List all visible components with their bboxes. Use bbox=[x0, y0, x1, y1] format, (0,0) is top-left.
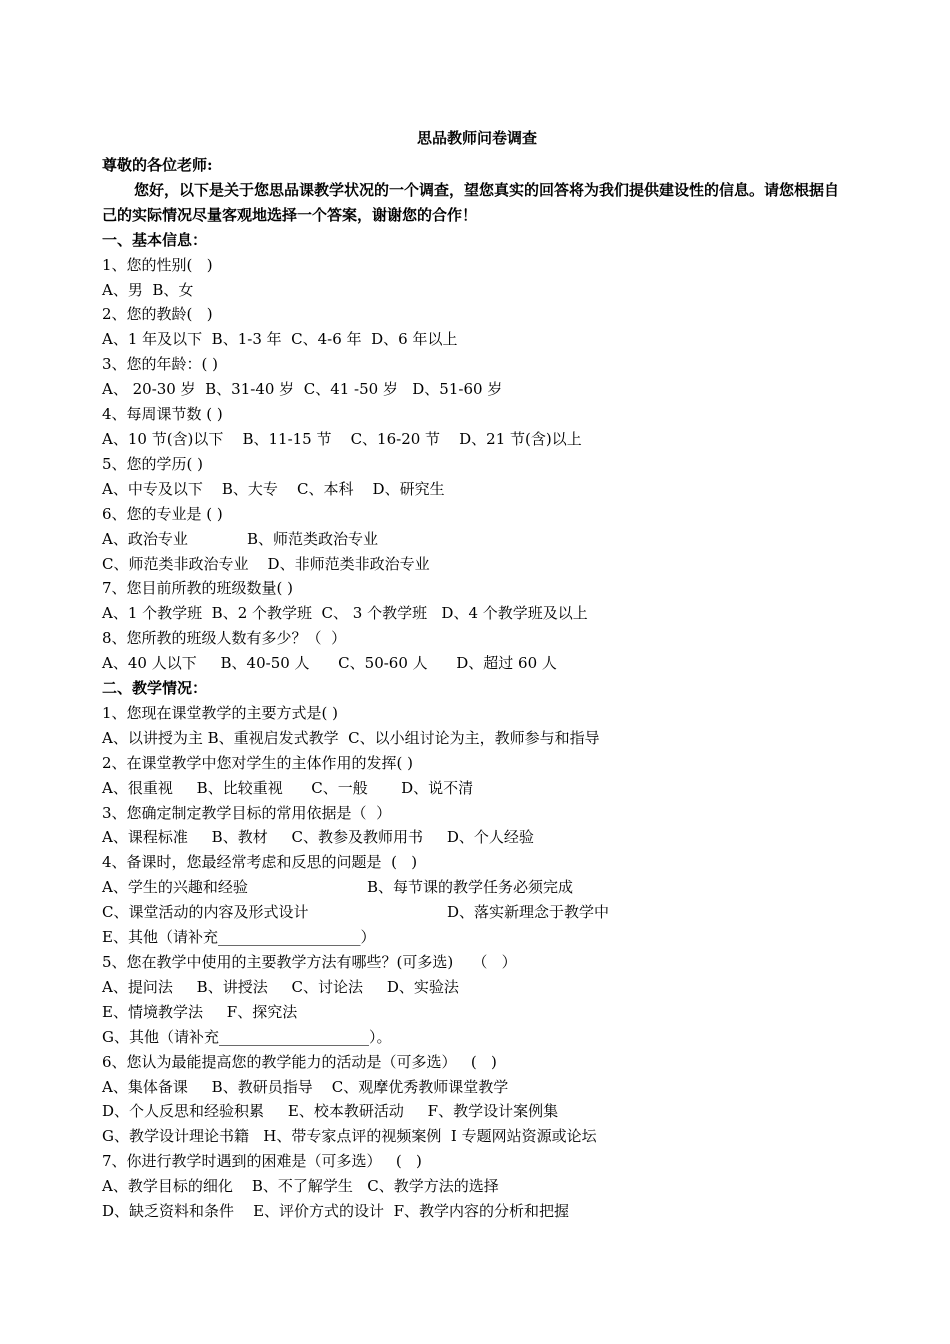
option-b: B、师范类政治专业 bbox=[247, 529, 379, 548]
option-line: A、40 人以下 B、40-50 人 C、50-60 人 D、超过 60 人 bbox=[102, 654, 557, 673]
question-line: 1、您的性别( ) bbox=[102, 255, 213, 274]
option-line: A、10 节(含)以下 B、11-15 节 C、16-20 节 D、21 节(含)以上 bbox=[102, 429, 582, 448]
option-line: G、教学设计理论书籍 H、带专家点评的视频案例 I 专题网站资源或论坛 bbox=[102, 1127, 597, 1146]
question-line: 7、你进行教学时遇到的困难是（可多选） ( ) bbox=[102, 1152, 422, 1171]
question-line: 3、您的年龄：( ) bbox=[102, 355, 219, 374]
document-page bbox=[102, 127, 852, 1224]
option-row bbox=[102, 900, 852, 925]
question-line: 7、您目前所教的班级数量( ) bbox=[102, 579, 294, 598]
option-line: E、其他（请补充___________________） bbox=[102, 928, 376, 947]
question-line: 1、您现在课堂教学的主要方式是( ) bbox=[102, 703, 339, 722]
option-line: A、课程标准 B、教材 C、教参及教师用书 D、个人经验 bbox=[102, 828, 534, 847]
question-line: 2、在课堂教学中您对学生的主体作用的发挥( ) bbox=[102, 753, 414, 772]
option-line: A、教学目标的细化 B、不了解学生 C、教学方法的选择 bbox=[102, 1177, 499, 1196]
option-row bbox=[102, 527, 852, 552]
option-line: A、1 个教学班 B、2 个教学班 C、 3 个教学班 D、4 个教学班及以上 bbox=[102, 604, 588, 623]
option-line: A、1 年及以下 B、1-3 年 C、4-6 年 D、6 年以上 bbox=[102, 330, 458, 349]
greeting: 尊敬的各位老师: bbox=[102, 156, 213, 174]
section-heading-teaching: 二、教学情况： bbox=[102, 679, 208, 698]
option-line: A、 20-30 岁 B、31-40 岁 C、41 -50 岁 D、51-60 岁 bbox=[102, 380, 503, 399]
question-line: 6、您认为最能提高您的教学能力的活动是（可多选） ( ) bbox=[102, 1052, 497, 1071]
question-line: 8、您所教的班级人数有多少？（ ） bbox=[102, 629, 347, 648]
intro-paragraph: 您好，以下是关于您思品课教学状况的一个调查，望您真实的回答将为我们提供建设性的信息。请您根据自己的实际情况尽量客观地选择一个答案，谢谢您的合作！ bbox=[102, 180, 840, 224]
option-line: C、师范类非政治专业 D、非师范类非政治专业 bbox=[102, 554, 430, 573]
option-a: A、政治专业 bbox=[102, 529, 188, 548]
option-b: B、每节课的教学任务必须完成 bbox=[367, 878, 574, 897]
question-line: 4、备课时，您最经常考虑和反思的问题是 ( ) bbox=[102, 853, 418, 872]
option-line: A、集体备课 B、教研员指导 C、观摩优秀教师课堂教学 bbox=[102, 1077, 509, 1096]
option-line: A、以讲授为主 B、重视启发式教学 C、以小组讨论为主，教师参与和指导 bbox=[102, 728, 600, 747]
question-line: 5、您的学历( ) bbox=[102, 454, 204, 473]
question-line: 5、您在教学中使用的主要教学方法有哪些？(可多选) （ ） bbox=[102, 953, 517, 971]
option-c: C、课堂活动的内容及形式设计 bbox=[102, 903, 309, 922]
section-heading-basic-info: 一、基本信息： bbox=[102, 230, 208, 249]
option-line: D、缺乏资料和条件 E、评价方式的设计 F、教学内容的分析和把握 bbox=[102, 1202, 569, 1221]
option-row bbox=[102, 875, 852, 900]
option-line: E、情境教学法 F、探究法 bbox=[102, 1002, 298, 1021]
option-line: A、提问法 B、讲授法 C、讨论法 D、实验法 bbox=[102, 977, 459, 996]
option-line: D、个人反思和经验积累 E、校本教研活动 F、教学设计案例集 bbox=[102, 1102, 559, 1121]
option-line: G、其他（请补充____________________）。 bbox=[102, 1027, 392, 1046]
option-line: A、男 B、女 bbox=[102, 280, 194, 299]
question-line: 4、每周课节数 ( ) bbox=[102, 405, 223, 424]
option-line: A、很重视 B、比较重视 C、一般 D、说不清 bbox=[102, 778, 474, 797]
question-line: 2、您的教龄( ) bbox=[102, 305, 213, 324]
option-line: A、中专及以下 B、大专 C、本科 D、研究生 bbox=[102, 479, 445, 498]
question-line: 6、您的专业是 ( ) bbox=[102, 504, 223, 523]
option-a: A、学生的兴趣和经验 bbox=[102, 878, 248, 897]
question-line: 3、您确定制定教学目标的常用依据是（ ） bbox=[102, 803, 392, 822]
option-d: D、落实新理念于教学中 bbox=[447, 903, 610, 922]
document-title: 思品教师问卷调查 bbox=[416, 129, 537, 147]
